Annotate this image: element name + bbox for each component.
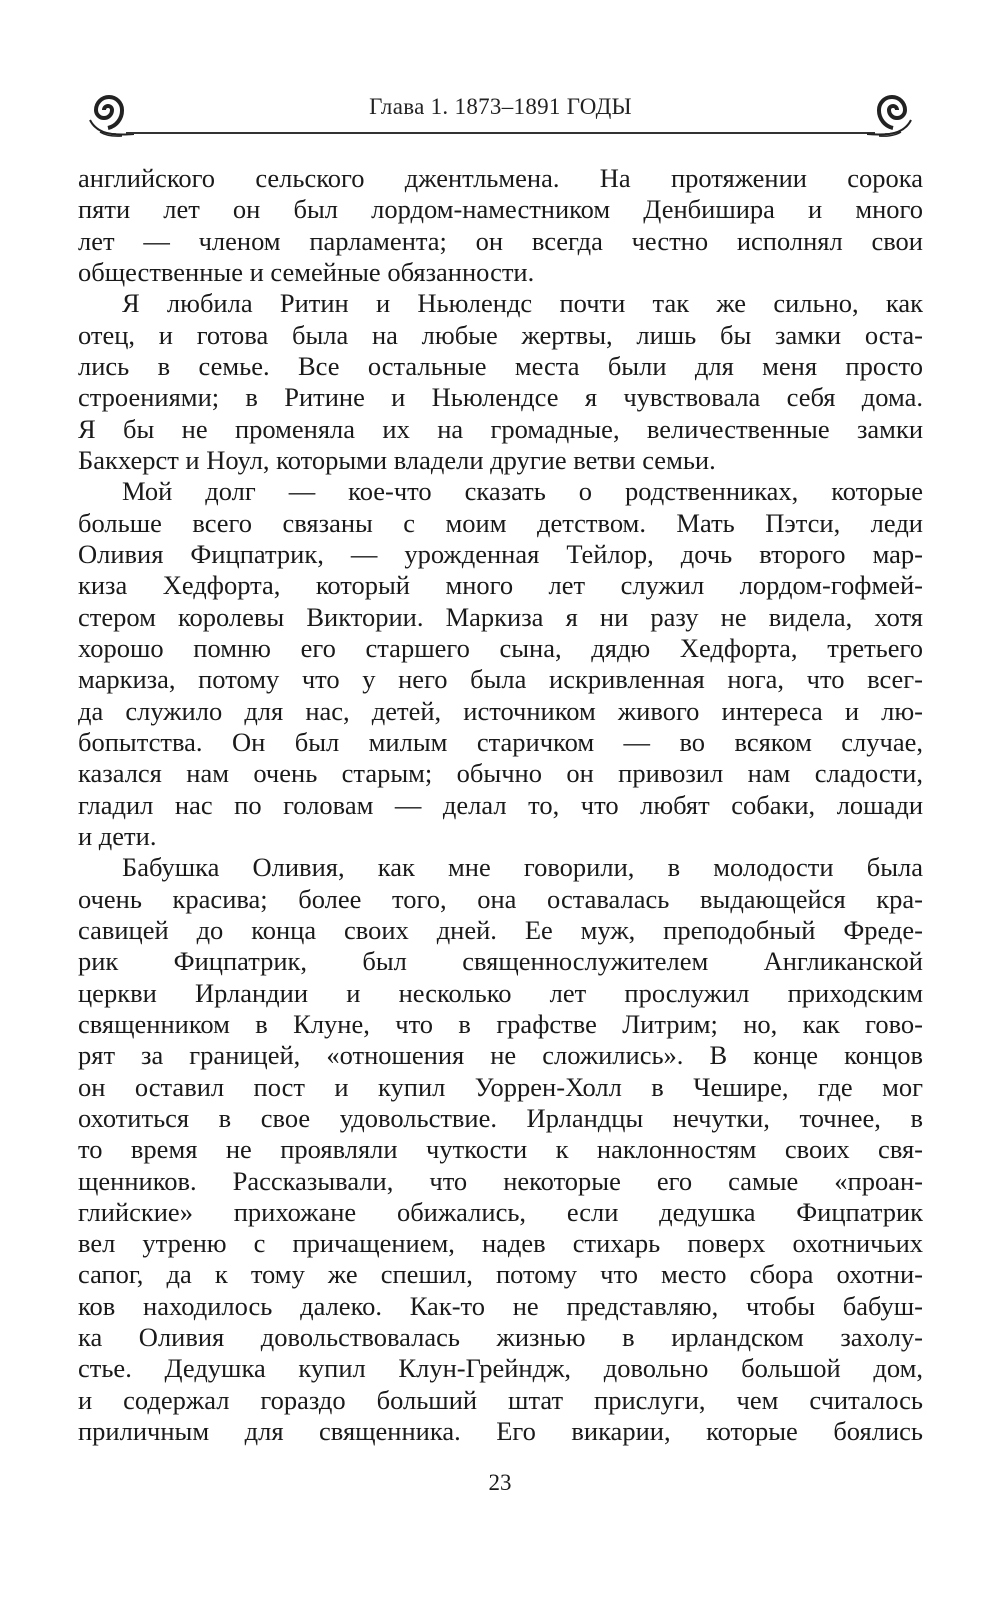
text-line: общественные и семейные обязанности. bbox=[78, 256, 535, 287]
text-line: Мой долг — кое-что сказать о родственниках, которые bbox=[122, 476, 923, 507]
text-line: бопытства. Он был милым старичком — во всяком случае, bbox=[78, 726, 923, 757]
text-line: киза Хедфорта, который много лет служил лордом-гофмей- bbox=[78, 570, 923, 601]
text-line: щенников. Рассказывали, что некоторые его самые «проан- bbox=[78, 1165, 923, 1196]
text-line: охотиться в свое удовольствие. Ирландцы нечутки, точнее, в bbox=[78, 1102, 923, 1133]
text-line: стером королевы Виктории. Маркиза я ни разу не видела, хотя bbox=[78, 601, 923, 632]
page-number: 23 bbox=[488, 1470, 512, 1495]
header-divider bbox=[126, 132, 875, 134]
text-line: ков находилось далеко. Как-то не представляю, чтобы бабуш- bbox=[78, 1290, 923, 1321]
text-line: стье. Дедушка купил Клун-Грейндж, довольно большой дом, bbox=[78, 1353, 923, 1384]
text-line: и дети. bbox=[78, 820, 157, 851]
text-line: больше всего связаны с моим детством. Мать Пэтси, леди bbox=[78, 507, 923, 538]
text-line: савицей до конца своих дней. Ее муж, преподобный Фреде- bbox=[78, 914, 923, 945]
text-line: казался нам очень старым; обычно он привозил нам сладости, bbox=[78, 758, 923, 789]
text-line: хорошо помню его старшего сына, дядю Хедфорта, третьего bbox=[78, 632, 923, 663]
text-line: приличным для священника. Его викарии, которые боялись bbox=[78, 1416, 923, 1447]
page-body-text bbox=[78, 163, 923, 1447]
text-line: гладил нас по головам — делал то, что любят собаки, лошади bbox=[78, 789, 923, 820]
text-line: священником в Клуне, что в графстве Литрим; но, как гово- bbox=[78, 1008, 923, 1039]
text-line: Бабушка Оливия, как мне говорили, в молодости была bbox=[122, 852, 923, 883]
text-line: лет — членом парламента; он всегда честно исполнял свои bbox=[78, 225, 923, 256]
spiral-ornament-icon bbox=[867, 80, 923, 144]
text-line: Оливия Фицпатрик, — урожденная Тейлор, дочь второго мар- bbox=[78, 538, 923, 569]
text-line: вел утреню с причащением, надев стихарь поверх охотничьих bbox=[78, 1228, 923, 1259]
text-line: отец, и готова была на любые жертвы, лишь бы замки оста- bbox=[78, 319, 923, 350]
text-line: да служило для нас, детей, источником живого интереса и лю- bbox=[78, 695, 923, 726]
text-line: то время не проявляли чуткости к наклонностям своих свя- bbox=[78, 1134, 923, 1165]
paragraph bbox=[78, 852, 923, 1447]
text-line: Я бы не променяла их на громадные, величественные замки bbox=[78, 413, 923, 444]
text-line: ка Оливия довольствовалась жизнью в ирландском захолу- bbox=[78, 1322, 923, 1353]
text-line: строениями; в Ритине и Ньюлендсе я чувствовала себя дома. bbox=[78, 382, 923, 413]
paragraph bbox=[78, 476, 923, 852]
paragraph bbox=[78, 288, 923, 476]
paragraph bbox=[78, 163, 923, 288]
text-line: очень красива; более того, она оставалась выдающейся кра- bbox=[78, 883, 923, 914]
chapter-title: Глава 1. 1873–1891 ГОДЫ bbox=[369, 94, 632, 119]
text-line: сапог, да к тому же спешил, потому что место сбора охотни- bbox=[78, 1259, 923, 1290]
text-line: рят за границей, «отношения не сложились». В конце концов bbox=[78, 1040, 923, 1071]
text-line: он оставил пост и купил Уоррен-Холл в Чешире, где мог bbox=[78, 1071, 923, 1102]
text-line: церкви Ирландии и несколько лет прослужил приходским bbox=[78, 977, 923, 1008]
text-line: Я любила Ритин и Ньюлендс почти так же сильно, как bbox=[122, 288, 923, 319]
text-line: глийские» прихожане обижались, если дедушка Фицпатрик bbox=[78, 1196, 923, 1227]
text-line: пяти лет он был лордом-наместником Денбишира и много bbox=[78, 194, 923, 225]
text-line: маркиза, потому что у него была искривленная нога, что всег- bbox=[78, 664, 923, 695]
text-line: Бакхерст и Ноул, которыми владели другие ветви семьи. bbox=[78, 444, 716, 475]
text-line: рик Фицпатрик, был священнослужителем Англиканской bbox=[78, 946, 923, 977]
text-line: английского сельского джентльмена. На протяжении сорока bbox=[78, 163, 923, 193]
running-header bbox=[78, 80, 923, 140]
text-line: лись в семье. Все остальные места были для меня просто bbox=[78, 350, 923, 381]
text-line: и содержал гораздо больший штат прислуги, чем считалось bbox=[78, 1384, 923, 1415]
